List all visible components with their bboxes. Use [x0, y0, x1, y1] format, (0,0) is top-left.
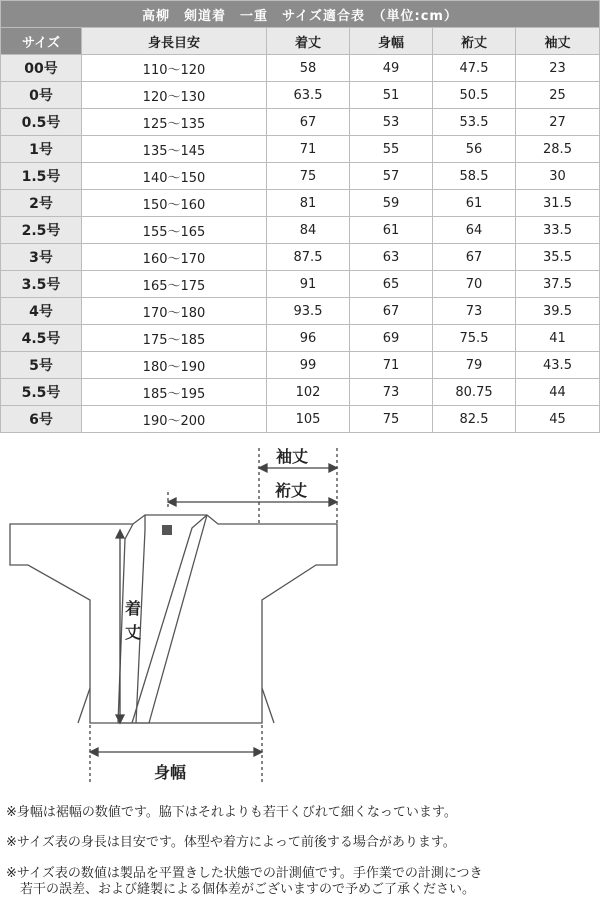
width-label: 身幅	[154, 763, 187, 782]
left-slit	[78, 688, 90, 723]
cell-length: 105	[267, 406, 349, 432]
cell-length: 75	[267, 163, 349, 189]
table-body	[1, 55, 599, 432]
header-length: 着丈	[267, 28, 349, 54]
cell-yuki: 50.5	[433, 82, 515, 108]
table-row	[1, 244, 599, 270]
table-header-row	[1, 28, 599, 54]
cell-length: 91	[267, 271, 349, 297]
cell-height: 170〜180	[82, 298, 266, 324]
garment-diagram-svg	[0, 432, 600, 792]
cell-yuki: 70	[433, 271, 515, 297]
cell-width: 53	[350, 109, 432, 135]
cell-sleeve: 25	[516, 82, 599, 108]
note-measurement-cont: 若干の誤差、および縫製による個体差がございますので予めご了承ください。	[20, 882, 476, 897]
table-row	[1, 109, 599, 135]
cell-length: 58	[267, 55, 349, 81]
cell-height: 120〜130	[82, 82, 266, 108]
yuki-arrow-right	[329, 498, 337, 506]
cell-size: 2号	[1, 190, 81, 216]
sleeve-arrow-right	[329, 464, 337, 472]
cell-length: 71	[267, 136, 349, 162]
note-width: ※身幅は裾幅の数値です。脇下はそれよりも若干くびれて細くなっています。	[6, 805, 457, 820]
cell-height: 190〜200	[82, 406, 266, 432]
cell-height: 185〜195	[82, 379, 266, 405]
cell-height: 125〜135	[82, 109, 266, 135]
cell-sleeve: 37.5	[516, 271, 599, 297]
cell-height: 110〜120	[82, 55, 266, 81]
length-arrow-top	[116, 530, 124, 538]
cell-yuki: 80.75	[433, 379, 515, 405]
cell-length: 84	[267, 217, 349, 243]
cell-yuki: 53.5	[433, 109, 515, 135]
table-row	[1, 190, 599, 216]
note-height: ※サイズ表の身長は目安です。体型や着方によって前後する場合があります。	[6, 835, 456, 850]
cell-yuki: 73	[433, 298, 515, 324]
table-row	[1, 298, 599, 324]
table-row	[1, 136, 599, 162]
cell-yuki: 79	[433, 352, 515, 378]
sleeve-length-label: 袖丈	[276, 447, 309, 466]
cell-size: 3.5号	[1, 271, 81, 297]
cell-sleeve: 41	[516, 325, 599, 351]
table-row	[1, 82, 599, 108]
size-table	[0, 0, 600, 433]
table-title-row	[1, 1, 599, 27]
table-row	[1, 406, 599, 432]
cell-size: 1号	[1, 136, 81, 162]
cell-sleeve: 44	[516, 379, 599, 405]
table-row	[1, 325, 599, 351]
cell-height: 135〜145	[82, 136, 266, 162]
table-row	[1, 271, 599, 297]
cell-height: 150〜160	[82, 190, 266, 216]
cell-width: 51	[350, 82, 432, 108]
cell-height: 175〜185	[82, 325, 266, 351]
cell-length: 87.5	[267, 244, 349, 270]
garment-diagram	[0, 432, 600, 792]
cell-width: 57	[350, 163, 432, 189]
cell-height: 160〜170	[82, 244, 266, 270]
cell-size: 0.5号	[1, 109, 81, 135]
header-size: サイズ	[1, 28, 81, 54]
cell-size: 3号	[1, 244, 81, 270]
cell-height: 140〜150	[82, 163, 266, 189]
header-yuki: 裄丈	[433, 28, 515, 54]
cell-width: 49	[350, 55, 432, 81]
cell-sleeve: 39.5	[516, 298, 599, 324]
cell-yuki: 75.5	[433, 325, 515, 351]
cell-width: 69	[350, 325, 432, 351]
cell-sleeve: 27	[516, 109, 599, 135]
cell-sleeve: 28.5	[516, 136, 599, 162]
cell-width: 65	[350, 271, 432, 297]
cell-yuki: 82.5	[433, 406, 515, 432]
cell-length: 93.5	[267, 298, 349, 324]
cell-sleeve: 33.5	[516, 217, 599, 243]
cell-size: 5.5号	[1, 379, 81, 405]
cell-sleeve: 43.5	[516, 352, 599, 378]
cell-width: 67	[350, 298, 432, 324]
cell-size: 4号	[1, 298, 81, 324]
cell-sleeve: 31.5	[516, 190, 599, 216]
cell-height: 155〜165	[82, 217, 266, 243]
cell-width: 55	[350, 136, 432, 162]
cell-yuki: 58.5	[433, 163, 515, 189]
cell-width: 63	[350, 244, 432, 270]
cell-sleeve: 45	[516, 406, 599, 432]
cell-sleeve: 23	[516, 55, 599, 81]
collar-edge	[132, 515, 207, 723]
width-arrow-right	[254, 748, 262, 756]
cell-yuki: 47.5	[433, 55, 515, 81]
cell-size: 0号	[1, 82, 81, 108]
table-row	[1, 352, 599, 378]
cell-width: 75	[350, 406, 432, 432]
cell-size: 00号	[1, 55, 81, 81]
collar-outer	[118, 515, 207, 723]
right-slit	[262, 688, 274, 723]
cell-size: 6号	[1, 406, 81, 432]
table-row	[1, 217, 599, 243]
cell-size: 5号	[1, 352, 81, 378]
cell-width: 71	[350, 352, 432, 378]
table-title: 高柳 剣道着 一重 サイズ適合表 （単位:cm）	[1, 1, 599, 27]
header-width: 身幅	[350, 28, 432, 54]
cell-yuki: 61	[433, 190, 515, 216]
length-label-2: 丈	[125, 623, 142, 642]
collar-tag	[162, 525, 172, 535]
collar-inner	[136, 515, 145, 723]
yuki-length-label: 裄丈	[275, 481, 308, 500]
table-row	[1, 379, 599, 405]
cell-length: 67	[267, 109, 349, 135]
cell-width: 59	[350, 190, 432, 216]
cell-height: 165〜175	[82, 271, 266, 297]
length-arrow-bottom	[116, 715, 124, 723]
width-arrow-left	[90, 748, 98, 756]
note-measurement: ※サイズ表の数値は製品を平置きした状態での計測値です。手作業での計測につき	[6, 866, 483, 881]
cell-size: 2.5号	[1, 217, 81, 243]
cell-width: 73	[350, 379, 432, 405]
cell-yuki: 64	[433, 217, 515, 243]
length-label-1: 着	[125, 599, 142, 618]
cell-sleeve: 35.5	[516, 244, 599, 270]
cell-height: 180〜190	[82, 352, 266, 378]
cell-width: 61	[350, 217, 432, 243]
cell-yuki: 56	[433, 136, 515, 162]
garment-outline	[10, 515, 337, 723]
header-sleeve: 袖丈	[516, 28, 599, 54]
sleeve-arrow-left	[259, 464, 267, 472]
table-row	[1, 163, 599, 189]
cell-length: 81	[267, 190, 349, 216]
cell-yuki: 67	[433, 244, 515, 270]
cell-size: 1.5号	[1, 163, 81, 189]
cell-length: 63.5	[267, 82, 349, 108]
cell-sleeve: 30	[516, 163, 599, 189]
cell-size: 4.5号	[1, 325, 81, 351]
cell-length: 96	[267, 325, 349, 351]
yuki-arrow-left	[168, 498, 176, 506]
table-row	[1, 55, 599, 81]
header-height: 身長目安	[82, 28, 266, 54]
cell-length: 99	[267, 352, 349, 378]
cell-length: 102	[267, 379, 349, 405]
